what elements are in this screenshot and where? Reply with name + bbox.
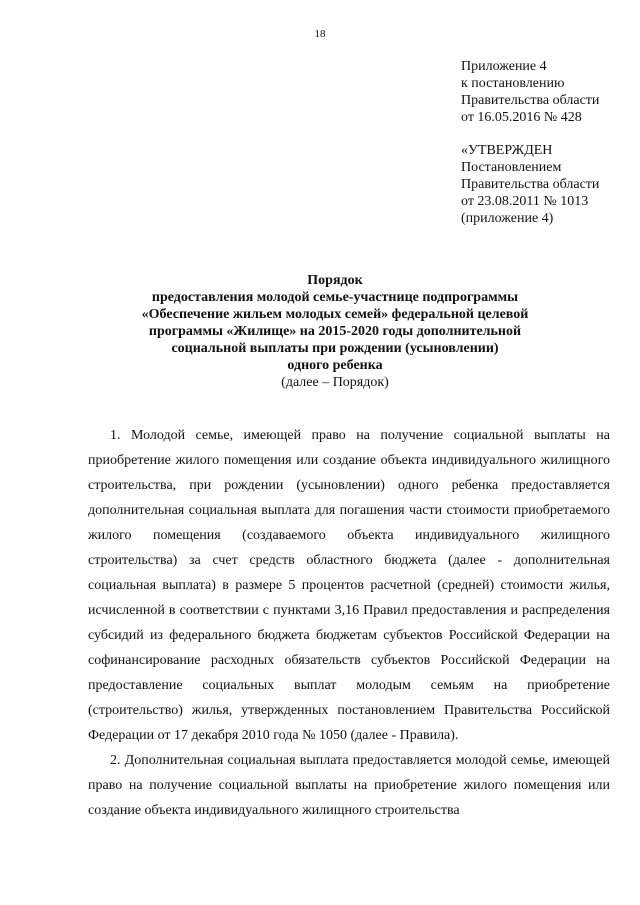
appendix-block [461, 58, 631, 126]
document-body [88, 423, 610, 823]
title-line: социальной выплаты при рождении (усыновлении) [171, 341, 499, 356]
title-line: предоставления молодой семье-участнице подпрограммы [151, 290, 519, 305]
appendix-line: к постановлению [461, 76, 565, 91]
approval-line: «УТВЕРЖДЕН [461, 143, 553, 158]
approval-line: Постановлением [461, 160, 562, 175]
approval-line: Правительства области [461, 177, 600, 192]
document-title [80, 272, 590, 391]
title-heading: Порядок [307, 273, 363, 288]
approval-line: (приложение 4) [461, 211, 554, 226]
title-line: «Обеспечение жильем молодых семей» федеральной целевой [141, 307, 529, 322]
appendix-line: Приложение 4 [461, 59, 547, 74]
page-number: 18 [314, 28, 326, 40]
approval-block [461, 142, 631, 227]
paragraph-2: 2. Дополнительная социальная выплата предоставляется молодой семье, имеющей право на получение социальной выплаты на приобретение жилого помещения или создание объекта индивидуального жилищного строительства [88, 753, 610, 818]
paragraph-1: 1. Молодой семье, имеющей право на получение социальной выплаты на приобретение жилого помещения или создание объекта индивидуального жилищного строительства, при рождении (усыновлении) одного ребенка предоставляется дополнительная социальная выплата для погашения части стоимости приобретаемого жилого помещения (создаваемого объекта индивидуального жилищного строительства) за счет средств областного бюджета (далее - дополнительная социальная выплата) в размере 5 процентов расчетной (средней) стоимости жилья, исчисленной в соответствии с пунктами 3,16 Правил предоставления и распределения субсидий из федерального бюджета бюджетам субъектов Российской Федерации на софинансирование расходных обязательств субъектов Российской Федерации на предоставление социальных выплат молодым семьям на приобретение (строительство) жилья, утвержденных постановлением Правительства Российской Федерации от 17 декабря 2010 года № 1050 (далее - Правила). [88, 428, 610, 743]
title-line: программы «Жилище» на 2015-2020 годы дополнительной [148, 324, 522, 339]
appendix-line: Правительства области [461, 93, 600, 108]
title-line: одного ребенка [287, 358, 383, 373]
appendix-line: от 16.05.2016 № 428 [461, 110, 582, 125]
approval-line: от 23.08.2011 № 1013 [461, 194, 589, 209]
title-short-name: (далее – Порядок) [281, 375, 389, 390]
